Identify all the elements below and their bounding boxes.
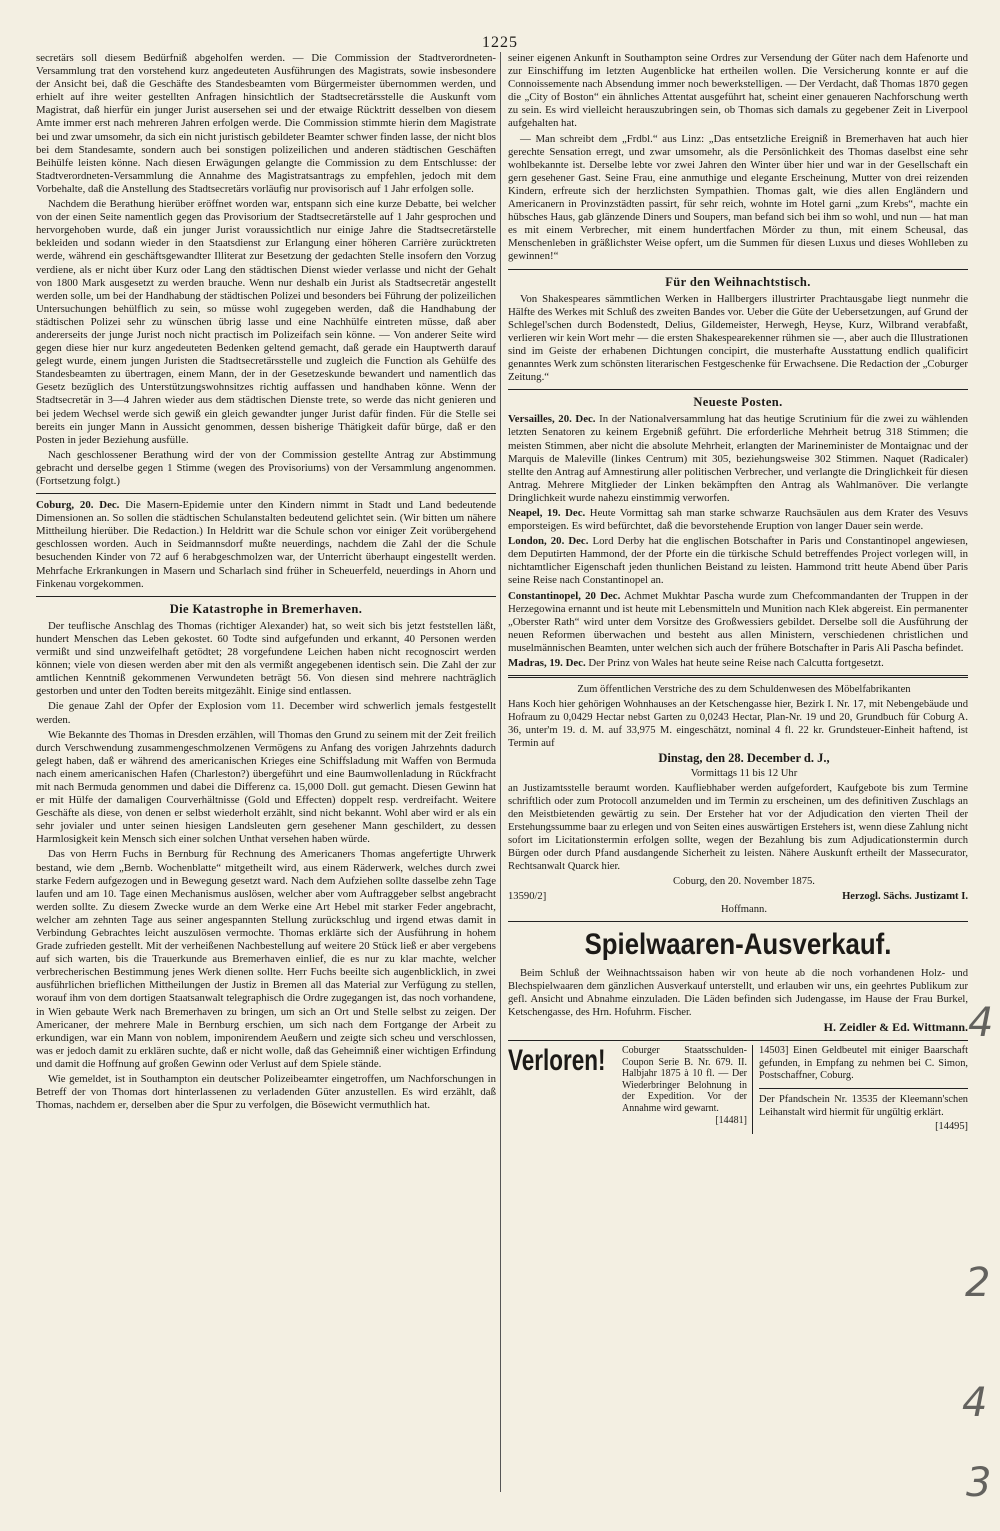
bottom-ads: [508, 1040, 968, 1134]
dateline: Versailles, 20. Dec.: [508, 413, 596, 426]
section-heading: Neueste Posten.: [693, 395, 783, 410]
ad-body: 14503] Einen Geldbeutel mit einiger Baarschaft gefunden, in Empfang zu nehmen bei C. Simon, Postschaffner, Coburg.: [759, 1045, 968, 1082]
dateline: Neapel, 19. Dec.: [508, 507, 586, 519]
news-item: [508, 590, 968, 655]
dateline: Coburg, 20. Dec.: [36, 499, 120, 512]
auction-notice: [508, 683, 968, 916]
column-divider: [500, 52, 501, 1492]
handwritten-mark: 2: [965, 1260, 991, 1306]
page-number: 1225: [482, 34, 518, 51]
notice-signature: Herzogl. Sächs. Justizamt I.: [842, 891, 968, 903]
found-purse-ad: [759, 1045, 968, 1134]
news-text: Lord Derby hat die englischen Botschafter in Paris und Constantinopel angewiesen, dem Deputirten Hammond, der der Pforte ein die türkische Schuld betreffendes Project vorlegen will, in nichtamtlicher Eigenschaft jeden thunlichen Beistand zu leisten. Hammond tritt heute Abend über Paris seine Reise nach Constantinopel an.: [508, 535, 968, 587]
section-divider: [36, 493, 496, 494]
handwritten-mark: 4: [968, 1000, 994, 1046]
notice-name: Hoffmann.: [721, 904, 767, 916]
notice-place: Coburg, den 20. November 1875.: [673, 876, 815, 888]
ad-number: [14495]: [935, 1121, 968, 1133]
ad-signature: H. Zeidler & Ed. Wittmann.: [823, 1020, 968, 1035]
news-text: Achmet Mukhtar Pascha wurde zum Chefcommandanten der Truppen in der Herzegowina ernannt und ist heute mit Lebensmitteln und Munition nach Klek abgereist. Ein permanenter „Oberster Rath“ wird unter dem Vorsitze des Großwessiers gebildet. Derselbe soll die Ausführung der neuen Reformen überwachen und besteht aus allen Ministern, verschiedenen christlichen und muselmännischen Beamten, unter welchen sich auch der frühere Botschafter in Paris Ali Pascha befindet.: [508, 589, 969, 654]
news-item: [508, 413, 968, 505]
handwritten-mark: 3: [966, 1460, 992, 1506]
section-divider: [508, 269, 968, 270]
handwritten-mark: 4: [962, 1380, 988, 1426]
news-item: [508, 657, 968, 670]
article-paragraph: Von Shakespeares sämmtlichen Werken in Hallbergers illustrirter Prachtausgabe liegt nunmehr die Hälfte des Werkes mit Schluß des zweiten Bandes vor. Ueber die Güte der Uebersetzungen, auf Grund der Schlegel'schen durch Bodenstedt, Delius, Gildemeister, Herwegh, Heyse, Kurz, Wilbrand verabfaßt, verlieren wir kein Wort mehr — die ersten Shakespearekenner rühmen sie —, aber auch die Illustrationen sind im Geiste der erhabenen Dichtungen concipirt, die musterhafte Ausstattung endlich qualificirt genanntes Werk zum schönsten literarischen Festgeschenke für Erwachsene. Die Redaction der „Coburger Zeitung.“: [508, 292, 968, 384]
toy-sale-ad: [508, 927, 968, 1034]
section-divider: [36, 596, 496, 597]
ad-number: [14481]: [715, 1115, 747, 1127]
notice-body: an Justizamtsstelle beraumt worden. Kaufliebhaber werden aufgefordert, Kaufgebote bis zum Termine schriftlich oder zum Protocoll anzumelden und im Termin zu erscheinen, um des definitiven Zuschlags an den Meistbietenden gewärtig zu sein. Der Ersteher hat vor der Adjudication den vierten Theil der Erstehungssumme baar zu erlegen und von Seiten eines auswärtigen Erstehers ist, wenn diese Zahlung nicht sofort im Licitationstermin erfolgen sollte, wegen der Bezahlung bis zum Adjudicationstermin durch Bürgen oder durch Pfand ausdangende Sicherheit zu leisten. Nähere Auskunft ertheilt der Massecurator, Rechtsanwalt Quarck hier.: [508, 783, 968, 873]
ad-body: Beim Schluß der Weihnachtssaison haben wir von heute ab die noch vorhandenen Holz- und Blechspielwaaren dem gänzlichen Ausverkauf unterstellt, und erlauben wir uns, ein geehrtes Publikum zur gefl. Ansicht und Abnahme einzuladen. Die Läden befinden sich Judengasse, im Hause der Frau Burkel, Ketschengasse, des Hrn. Hofuhrm. Fischer.: [508, 968, 968, 1019]
article-paragraph: Die genaue Zahl der Opfer der Explosion vom 11. December wird schwerlich jemals festgestellt werden.: [36, 700, 496, 726]
news-text: In der Nationalversammlung hat das heutige Scrutinium für die zwei zu wählenden letzten Senatoren zu keinem Ergebniß geführt. Die erforderliche Mehrheit betrug 318 Stimmen; die meisten Stimmen, aber nicht die absolute Mehrheit, erlangten der Marineminister de Montaignac und der Marquis de Maleville (linkes Centrum) mit 305, beziehungsweise 302 Stimmen. Naquet (Radicaler) stellte den Antrag auf Amnestirung aller politischen Verbrecher, und verlangte die Dringlichkeit für diesen Antrag. Mehrere Mitglieder der Linken bekämpften den Antrag als Wahlmanöver. Die verlangte Dringlichkeit wurde nahezu einstimmig verworfen.: [508, 413, 968, 504]
coburg-news: [36, 499, 496, 591]
article-paragraph: seiner eigenen Ankunft in Southampton seine Ordres zur Versendung der Güter nach dem Hafenorte und zur Einschiffung im letzten Augenblicke hat ertheilen wollen. Die Versicherung konnte er auf die Connoissemente nach Absendung immer noch bewerkstelligen. — Der Verdacht, daß Thomas 1870 gegen die „City of Boston“ ein ähnliches Attentat ausgeführt hat, scheint einer genaueren Nachforschung werth zu sein. Es wird vielleicht herauszubringen sein, ob Thomas sich damals zu gegebener Zeit in Liverpool aufgehalten hat.: [508, 52, 968, 130]
section-divider: [508, 675, 968, 678]
article-paragraph: Wie gemeldet, ist in Southampton ein deutscher Polizeibeamter eingetroffen, um Nachforschungen in Betreff der von Thomas dort hinterlassenen zu verladenden Güter anzustellen. Es wird erzählt, daß Thomas, nachdem er, derselben aber die Spur zu verfolgen, die Bösewicht vermuthlich hat.: [36, 1073, 496, 1112]
ad-title: Spielwaaren-Ausverkauf.: [584, 928, 892, 962]
ad-title: Verloren!: [508, 1044, 606, 1078]
ad-body: Coburger Staatsschulden-Coupon Serie B. Nr. 679. II. Halbjahr 1875 à 10 fl. — Der Wiederbringer Belohnung in der Expedition. Vor der Annahme wird gewarnt.: [622, 1045, 747, 1114]
notice-time: Vormittags 11 bis 12 Uhr: [690, 768, 798, 780]
article-paragraph: Wie Bekannte des Thomas in Dresden erzählen, will Thomas den Grund zu seinem mit der Zeit freilich durch Verschwendung zusammengeschmolzenen Vermögens zu Anfang des vorigen Jahrzehnts dadurch gelegt haben, daß er während des americanischen Krieges eine Schiffsladung mit Waffen von Bermuda nach einem americanischen Hafen (Charleston?) übergeführt und eine Baumwollenladung in Rückfracht mit nach Bermuda genommen und dabei die Differenz ca. 15,000 Doll. gut gemacht. Diesen Gewinn hat er mit Hülfe der damaligen Courverhältnisse (Gold und Effecten) doppelt resp. verdreifacht. Weitere Geschäfte als diese, von denen er selbst wiederholt erzählt, sind nicht bekannt. Wohl aber wird er als ein sehr jovialer und unter seinen hiesigen Landsleuten gern gesehener Mann geschildert, zu dessen Harmlosigkeit kein Mensch sich einer solchen Unthat versehen haben würde.: [36, 728, 496, 846]
ad-body: Der Pfandschein Nr. 13535 der Kleemann'schen Leihanstalt wird hiermit für ungültig erklärt.: [759, 1093, 968, 1118]
news-text: Der Prinz von Wales hat heute seine Reise nach Calcutta fortgesetzt.: [588, 657, 884, 670]
article-paragraph: Das von Herrn Fuchs in Bernburg für Rechnung des Americaners Thomas angefertigte Uhrwerk bestand, wie dem „Bernb. Wochenblatte“ mitgetheilt wird, aus einem Räderwerk, welches durch zwei starke Federn aufgezogen und in Bewegung gesetzt ward. Nach dem Aufziehen sollte dasselbe zehn Tage laufen und am 10. Tage einen Mechanismus auslösen, welcher aber vom Auftraggeber selbst angebracht werden sollte. Zu diesem Zwecke wurde an dem Werke eine Art Hebel mit starker Feder angebracht, welcher am zehnten Tage aus seiner angespannten Stellung zurückschlug und irgend etwas damit in Verbindung Gebrachtes leicht auszulösen vermochte. Thomas erklärte sich der Ausführung in hohem Grade zufrieden gestellt. Mit der verheißenen Nachbestellung auf weitere 20 Stück ließ er aber vergebens auf sich warten, bis die Trauerkunde aus Bremerhaven einlief, die es nur zu klar machte, welcher verbrecherischen Bestimmung jenes Werk dienen sollte. Herr Fuchs beeilte sich augenblicklich, in zwei ausführlichen brieflichen Mittheilungen der Justiz in Bremen all das Material zur Verfügung zu stellen, worauf ihm von dem dortigen Staatsanwalt telegraphisch die Ordre zugegangen ist, das noch vorhandene, in Wien gebaute Werk nach Bremerhaven zu bringen, um sich an Ort und Stelle selbst zu zeigen. Der Americaner, der mehrere Male in Bernburg erschien, um sich nach dem Fortgange der Arbeit zu erkundigen, war ein Mann von noblem, imponirendem Aeußern und zeigte sich scheu und verschlossen, was er jedoch damit zu erklären suchte, daß er nicht wolle, daß das Geheimniß einer wichtigen Erfindung und damit die Hoffnung auf großen Gewinn oder Verlust auf dem Spiele stände.: [36, 848, 496, 1070]
section-heading: Für den Weihnachtstisch.: [665, 274, 811, 289]
dateline: Constantinopel, 20 Dec.: [508, 589, 621, 602]
section-divider: [759, 1088, 968, 1089]
notice-date: Dinstag, den 28. December d. J.,: [658, 751, 830, 766]
news-text: Heute Vormittag sah man starke schwarze Rauchsäulen aus dem Krater des Vesuvs emporsteigen. Es wird befürchtet, daß die bevorstehende Eruption von langer Dauer sein werde.: [508, 507, 969, 533]
dateline: Madras, 19. Dec.: [508, 657, 586, 670]
notice-intro: Zum öffentlichen Verstriche des zu dem Schuldenwesen des Möbelfabrikanten: [577, 684, 911, 696]
notice-body: Hans Koch hier gehörigen Wohnhauses an der Ketschengasse hier, Bezirk I. Nr. 17, mit Nebengebäude und Hofraum zu 0,0429 Hectar nebst Garten zu 0,0243 Hectar, Plan-Nr. 19 und 20, Grundbuch für Coburg A. 36, unter'm 19. d. M. auf 33,975 M. eingeschätzt, nominal 4 fl. 22 kr. Grundsteuer-Einheit haftend, ist Termin auf: [508, 699, 968, 750]
article-paragraph: — Man schreibt dem „Frdbl.“ aus Linz: „Das entsetzliche Ereigniß in Bremerhaven hat auch hier gerechte Sensation erregt, und zwar umsomehr, als die Persönlichkeit des Thomas daselbst eine sehr wohlbekannte ist. Derselbe lebte vor zwei Jahren den Winter über hier und war in der Gesellschaft ein gern gesehener Gast. Seine Frau, eine anmuthige und elegante Erscheinung, Mutter von drei reizenden Kindern, erfreute sich der herzlichsten Sympathien. Thomas galt, wie dies allen Engländern und Americanern in Provinzstädten passirt, für sehr reich, wohnte im Hotel garni „zum Krebs“, machte ein hübsches Haus, gab glänzende Diners und Soupers, man befand sich bei ihm so wohl, und nun — hat man es mit einem Verbrecher, mit einem hundertfachen Mörder zu thun, mit einem Scheusal, das Menschenleben in gräßlichster Weise opfert, um die Summen für diesen Luxus und dieses Wohlleben zu gewinnen!“: [508, 132, 968, 263]
left-column: [36, 52, 496, 1492]
article-paragraph: Der teuflische Anschlag des Thomas (richtiger Alexander) hat, so weit sich bis jetzt feststellen läßt, hundert Menschen das Leben gekostet. 60 Todte sind aufgefunden und erkannt, 40 Personen werden vermißt und sind unzweifelhaft getödtet; 28 vorgefundene Leichen haben nicht recognoscirt werden können; viele von diesen werden aber mit den als vermißt angegebenen identisch sein. Die Zahl der zur amtlichen Kenntniß gekommenen Verwundeten beträgt 56. Von diesen sind mehrere nachträglich gestorben und unter den Todten bereits mitgezählt. Einige sind entlassen.: [36, 619, 496, 698]
right-column: [508, 52, 968, 1492]
article-paragraph: secretärs soll diesem Bedürfniß abgeholfen werden. — Die Commission der Stadtverordneten-Versammlung trat den vorstehend kurz angedeuteten Ausführungen des Magistrats, sowie insbesondere der Ansicht bei, daß die Geschäfte des Standesbeamten vom Bürgermeister übernommen werden, und erhielt auf ihre weiter gestellten Anfragen hinsichtlich der Stadtsecretärsstelle die Auskunft vom Magistrat, daß hierfür ein junger Jurist ausersehen sei und der etwaige Rücktritt desselben von diesem Amte immer erst nach mehreren Jahren erfolgen werde. Die Commission stimmte hierin dem Magistrate bei und zwar umsomehr, da sich ein nicht juristisch gebildeter Beamter schwer finden lasse, der nicht blos bei dem Standesamte, sondern auch bei sonstigen polizeilichen und anderen städtischen Geschäften Beihülfe leisten könne. Nach diesen Erwägungen gelangte die Commission zu dem Entschlusse: der Stadtverordneten-Versammlung die Annahme des Magistratsantrags zu empfehlen, jedoch mit dem Vorbehalte, daß die Anstellung des Stadtsecretärs vorläufig nur provisorisch auf 1 Jahr erfolgen solle.: [36, 52, 496, 195]
article-paragraph: Nach geschlossener Berathung wird der von der Commission gestellte Antrag zur Abstimmung gebracht und derselbe gegen 1 Stimme (wegen des Provisoriums) von der Versammlung angenommen. (Fortsetzung folgt.): [36, 448, 496, 487]
news-item: [508, 507, 968, 533]
dateline: London, 20. Dec.: [508, 535, 589, 548]
notice-footer: [508, 890, 968, 903]
section-heading: Die Katastrophe in Bremerhaven.: [169, 601, 363, 616]
article-paragraph: Nachdem die Berathung hierüber eröffnet worden war, entspann sich eine kurze Debatte, bei welcher von der einen Seite namentlich gegen das Provisorium der Stadtsecretärstelle auf 1 Jahr gesprochen und hervorgehoben wurde, daß ein junger Jurist voraussichtlich nur einige Jahre die Stadtsecretärstelle bekleiden und sodann wieder in den Staatsdienst zur Erlangung einer höheren Carrière zurücktreten werde, während ein geschäftsgewandter Illiterat zur Besetzung der gedachten Stelle insofern den Vorzug verdiene, als er nicht über Kurz oder Lang den städtischen Dienst wieder verlasse und nicht der Gehalt von 1800 Mark ausgesetzt zu werden brauche. Wenn nur deshalb ein Jurist als Stadtsecretär angestellt werden solle, um bei der Handhabung der städtischen Polizei und besonders bei Führung der polizeilichen Untersuchungen behülflich zu sein, so müsse wohl zugegeben werden, daß die Handhabung der städtischen Polizei sehr zu wünschen übrig lasse und eine Nachhülfe eintreten müsse, daß aber andererseits der junge Jurist noch nicht practisch im Polizeifach sein könne. — Von anderer Seite wird gegen diese hier nur kurz angedeuteten Bedenken geltend gemacht, daß gerade ein Hauptwerth darauf gelegt wurde, einem jungen Juristen die Stadtsecretärsstelle und zugleich die Function als Gehülfe des Standesbeamten zu übertragen, einem Mann, der in der Gesetzeskunde bewandert und namentlich das Gesetz bezüglich des Unterstützungswohnsitzes richtig auffassen und handhaben könne. Wenn der Stadtsecretär in 3—4 Jahren wieder aus dem städtischen Dienste trete, so werde das nicht genieren und bei jedem Wechsel werde sich gewiß ein gleich gewandter junger Jurist dafür finden. Für die Stelle sei bereits ein junger Mann in Aussicht genommen, dessen bisherige Thätigkeit dafür bürge, daß er den Posten in jeder Beziehung ausfülle.: [36, 198, 496, 446]
news-item: [508, 535, 968, 587]
lost-coupon-ad: [508, 1045, 753, 1134]
news-text: Die Masern-Epidemie unter den Kindern nimmt in Stadt und Land bedeutende Dimensionen an. So sollen die städtischen Schulanstalten bedeutend gelichtet sein. (Wir bitten um nähere Mittheilung hierüber. Die Redaction.) In Heldritt war die Schule schon vor einiger Zeit vorübergehend geschlossen worden. Auch in Seidmannsdorf mußte neuerdings, nachdem die Zahl der die Schule besuchenden Kinder von 72 auf 6 herabgeschmolzen war, der Unterricht überhaupt eingestellt werden. Mehrfache Erkrankungen in Masern und Scharlach sind früher in Scheuerfeld, neuerdings in Ahorn und Finkenau vorgekommen.: [36, 499, 496, 590]
section-divider: [508, 921, 968, 922]
notice-number: 13590/2]: [508, 891, 547, 903]
section-divider: [508, 389, 968, 390]
